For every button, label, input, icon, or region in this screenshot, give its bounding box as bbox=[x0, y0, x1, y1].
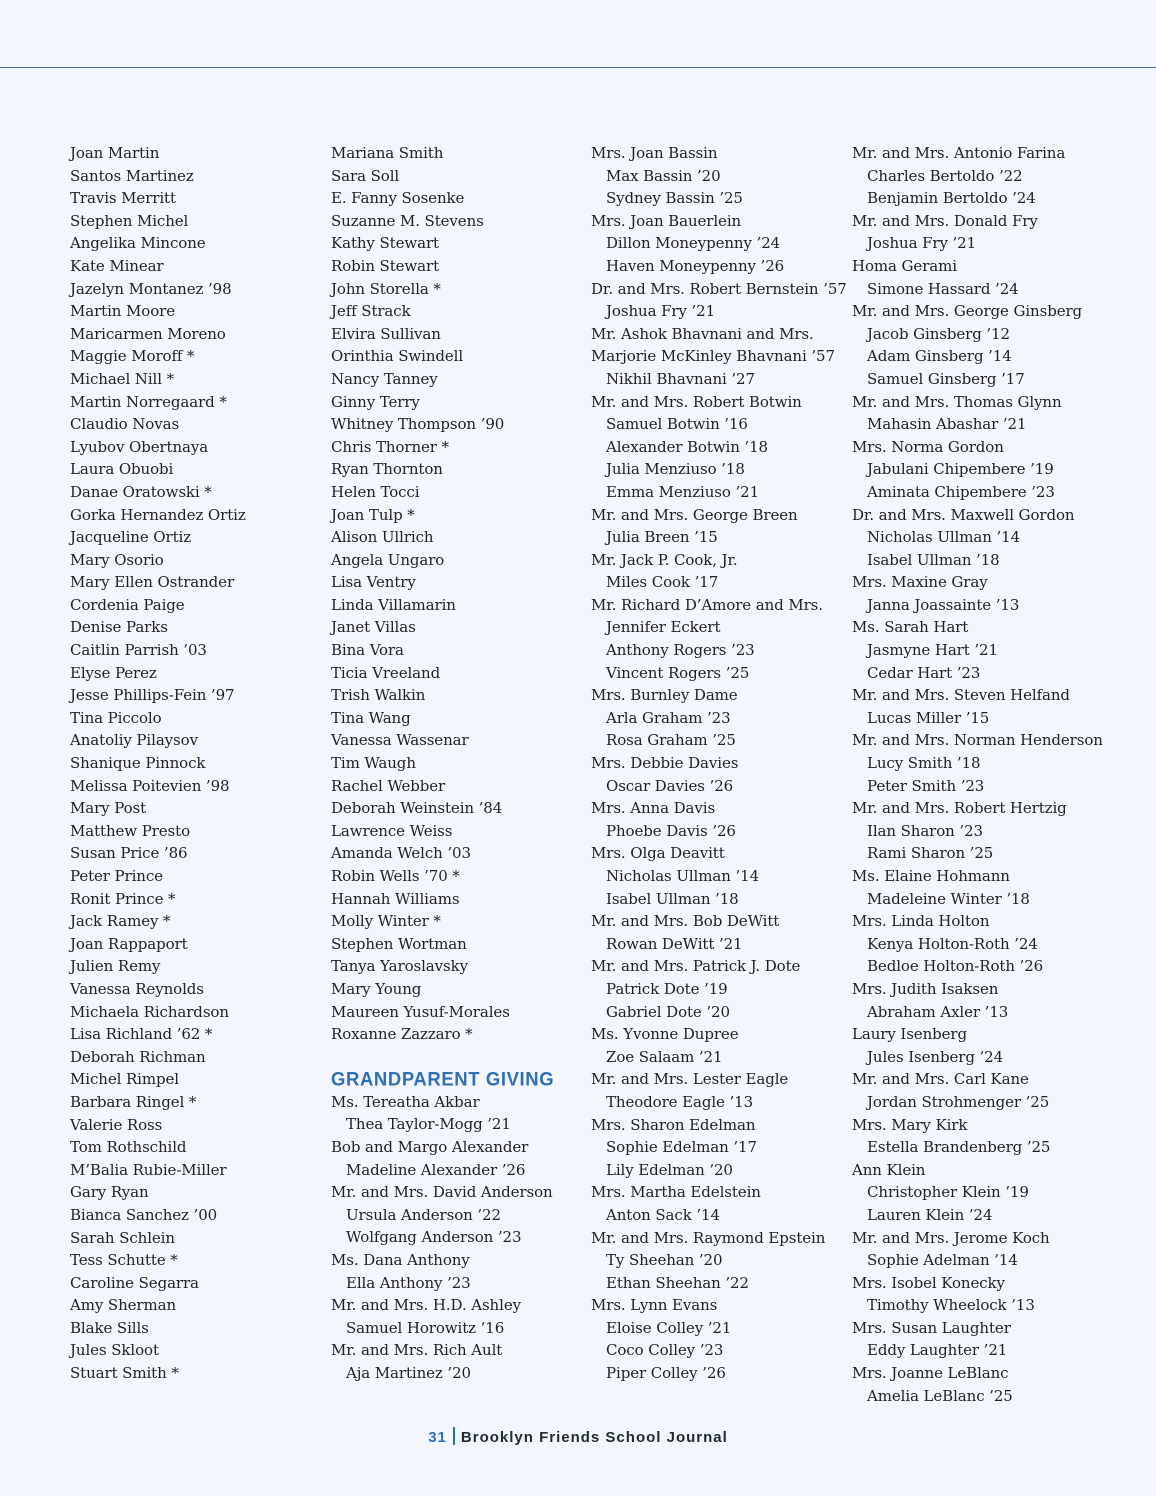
donor-name: Mr. and Mrs. Rich Ault bbox=[331, 1341, 503, 1360]
donor-name: Janet Villas bbox=[331, 618, 416, 637]
honoree-name: Thea Taylor-Mogg ’21 bbox=[346, 1115, 511, 1134]
donor-name: Mr. and Mrs. Robert Botwin bbox=[591, 392, 802, 411]
honoree-name: Rami Sharon ’25 bbox=[867, 844, 994, 863]
donor-name: Maggie Moroff * bbox=[70, 347, 195, 366]
donor-name: Ms. Elaine Hohmann bbox=[852, 867, 1010, 885]
donor-name: Mrs. Maxine Gray bbox=[852, 573, 988, 592]
honoree-name: Dillon Moneypenny ’24 bbox=[606, 234, 781, 253]
honoree-name: Isabel Ullman ’18 bbox=[867, 550, 1000, 569]
honoree-name: Eloise Colley ’21 bbox=[606, 1318, 732, 1337]
honoree-name: Cedar Hart ’23 bbox=[867, 663, 981, 682]
donor-name: Mariana Smith bbox=[331, 144, 444, 162]
donor-name: Ann Klein bbox=[852, 1160, 926, 1179]
donor-name: Alison Ullrich bbox=[331, 528, 434, 547]
donor-name: Maricarmen Moreno bbox=[70, 324, 226, 343]
donor-name: Ms. Dana Anthony bbox=[331, 1250, 470, 1269]
honoree-name: Amelia LeBlanc ’25 bbox=[867, 1386, 1013, 1405]
donor-name: Stuart Smith * bbox=[70, 1364, 179, 1383]
donor-name: Blake Sills bbox=[70, 1318, 149, 1337]
donor-name: Mrs. Lynn Evans bbox=[591, 1296, 718, 1315]
honoree-name: Ella Anthony ’23 bbox=[346, 1273, 471, 1292]
donor-name: Ticia Vreeland bbox=[331, 663, 441, 682]
donor-name: Tanya Yaroslavsky bbox=[331, 957, 468, 976]
donor-name: Mr. and Mrs. H.D. Ashley bbox=[331, 1296, 521, 1315]
donor-name: Roxanne Zazzaro * bbox=[331, 1025, 473, 1044]
donor-name: Jazelyn Montanez ’98 bbox=[70, 279, 232, 298]
donor-name: Mr. and Mrs. Norman Henderson bbox=[852, 731, 1103, 750]
donor-name: Melissa Poitevien ’98 bbox=[70, 776, 230, 795]
donor-name: Jeff Strack bbox=[331, 302, 411, 321]
donor-name: Stephen Wortman bbox=[331, 934, 467, 953]
donor-name: Gorka Hernandez Ortiz bbox=[70, 505, 246, 524]
donor-name: Mary Post bbox=[70, 799, 147, 818]
donor-name: Michael Nill * bbox=[70, 369, 174, 388]
donor-name: Michel Rimpel bbox=[70, 1070, 179, 1089]
honoree-name: Simone Hassard ’24 bbox=[867, 279, 1019, 298]
donor-name: E. Fanny Sosenke bbox=[331, 189, 465, 208]
footer-divider bbox=[453, 1427, 455, 1445]
donor-name: Elyse Perez bbox=[70, 663, 157, 682]
donor-name: Hannah Williams bbox=[331, 889, 460, 908]
honoree-name: Rowan DeWitt ’21 bbox=[606, 934, 743, 953]
donor-name: Linda Villamarin bbox=[331, 595, 456, 614]
journal-title: Brooklyn Friends School Journal bbox=[460, 1429, 728, 1446]
donor-name: Gary Ryan bbox=[70, 1183, 149, 1202]
donor-name: Caitlin Parrish ’03 bbox=[70, 641, 207, 660]
donor-name: Ms. Yvonne Dupree bbox=[591, 1025, 739, 1044]
donor-name: Orinthia Swindell bbox=[331, 347, 464, 366]
donor-name: Mr. and Mrs. Lester Eagle bbox=[591, 1070, 789, 1089]
honoree-name: Mahasin Abashar ’21 bbox=[867, 415, 1027, 434]
honoree-name: Phoebe Davis ’26 bbox=[606, 821, 736, 840]
donor-name: Susan Price ’86 bbox=[70, 844, 188, 863]
donor-name: Mr. and Mrs. George Breen bbox=[591, 505, 798, 524]
honoree-name: Julia Breen ’15 bbox=[606, 528, 718, 547]
honoree-name: Jacob Ginsberg ’12 bbox=[867, 324, 1010, 343]
honoree-name: Arla Graham ’23 bbox=[606, 708, 731, 727]
honoree-name: Ethan Sheehan ’22 bbox=[606, 1273, 749, 1292]
donor-name: Vanessa Reynolds bbox=[70, 979, 204, 998]
honoree-name: Sophie Adelman ’14 bbox=[867, 1251, 1018, 1270]
honoree-name: Nicholas Ullman ’14 bbox=[606, 867, 760, 885]
donor-name: Mary Young bbox=[331, 979, 422, 998]
donor-name: Mrs. Debbie Davies bbox=[591, 754, 739, 773]
honoree-name: Jabulani Chipembere ’19 bbox=[867, 460, 1054, 479]
donor-name: Mr. Richard D’Amore and Mrs. bbox=[591, 595, 823, 614]
donor-name: Mr. and Mrs. George Ginsberg bbox=[852, 302, 1083, 321]
donor-name: Helen Tocci bbox=[331, 482, 420, 501]
honoree-name: Lucy Smith ’18 bbox=[867, 754, 981, 773]
donor-name: Mrs. Norma Gordon bbox=[852, 437, 1004, 456]
donor-name: Sarah Schlein bbox=[70, 1228, 175, 1247]
donor-name: Molly Winter * bbox=[331, 912, 441, 931]
donor-name: Caroline Segarra bbox=[70, 1273, 199, 1292]
donor-name: Tina Wang bbox=[331, 708, 411, 727]
donor-name: Jules Skloot bbox=[70, 1341, 159, 1360]
honoree-name: Jordan Strohmenger ’25 bbox=[867, 1092, 1050, 1111]
donor-name: Sara Soll bbox=[331, 166, 400, 185]
honoree-name: Rosa Graham ’25 bbox=[606, 731, 736, 750]
donor-name: Mary Osorio bbox=[70, 550, 164, 569]
donor-name: M’Balia Rubie-Miller bbox=[70, 1160, 227, 1179]
donor-name: Mrs. Linda Holton bbox=[852, 912, 990, 931]
section-heading-grandparent-giving: GRANDPARENT GIVING bbox=[331, 1067, 555, 1090]
honoree-name: Madeline Alexander ’26 bbox=[346, 1160, 526, 1179]
honoree-name: Joshua Fry ’21 bbox=[606, 302, 716, 321]
honoree-name: Ursula Anderson ’22 bbox=[346, 1205, 501, 1224]
donor-name: Mrs. Anna Davis bbox=[591, 799, 716, 818]
donor-name: Angelika Mincone bbox=[70, 234, 206, 253]
honoree-name: Samuel Horowitz ’16 bbox=[346, 1318, 505, 1337]
donor-name: Ms. Tereatha Akbar bbox=[331, 1092, 480, 1111]
donor-name: Angela Ungaro bbox=[331, 550, 445, 569]
honoree-name: Coco Colley ’23 bbox=[606, 1341, 724, 1360]
honoree-name: Estella Brandenberg ’25 bbox=[867, 1138, 1051, 1157]
honoree-name: Sophie Edelman ’17 bbox=[606, 1138, 757, 1157]
donor-column-4 bbox=[852, 142, 1107, 1407]
donor-name: Cordenia Paige bbox=[70, 595, 185, 614]
honoree-name: Max Bassin ’20 bbox=[606, 166, 721, 185]
donor-name: Mrs. Joan Bassin bbox=[591, 144, 718, 162]
honoree-name: Theodore Eagle ’13 bbox=[606, 1092, 754, 1111]
honoree-name: Benjamin Bertoldo ’24 bbox=[867, 189, 1036, 208]
donor-name: Tina Piccolo bbox=[70, 708, 162, 727]
donor-name: Elvira Sullivan bbox=[331, 324, 441, 343]
honoree-name: Jasmyne Hart ’21 bbox=[867, 641, 998, 660]
donor-name: Claudio Novas bbox=[70, 415, 180, 434]
donor-name: Lyubov Obertnaya bbox=[70, 437, 209, 456]
donor-name: Trish Walkin bbox=[331, 686, 426, 705]
honoree-name: Piper Colley ’26 bbox=[606, 1364, 726, 1383]
honoree-name: Adam Ginsberg ’14 bbox=[867, 347, 1012, 366]
donor-name: Robin Stewart bbox=[331, 256, 440, 275]
donor-name: Joan Tulp * bbox=[331, 505, 415, 524]
donor-name: Mrs. Olga Deavitt bbox=[591, 844, 725, 863]
donor-column-1 bbox=[70, 142, 325, 1385]
donor-name: Barbara Ringel * bbox=[70, 1092, 197, 1111]
donor-name: Jack Ramey * bbox=[70, 912, 171, 931]
honoree-name: Patrick Dote ’19 bbox=[606, 979, 728, 998]
donor-name: Mrs. Martha Edelstein bbox=[591, 1183, 761, 1202]
donor-name: Ronit Prince * bbox=[70, 889, 176, 908]
donor-name: Vanessa Wassenar bbox=[331, 731, 469, 750]
donor-name: Valerie Ross bbox=[70, 1115, 163, 1134]
donor-name: Maureen Yusuf-Morales bbox=[331, 1002, 510, 1021]
donor-name: Mr. and Mrs. Jerome Koch bbox=[852, 1228, 1050, 1247]
honoree-name: Jennifer Eckert bbox=[606, 618, 721, 637]
donor-name: Mr. and Mrs. Patrick J. Dote bbox=[591, 957, 801, 976]
donor-name: Lawrence Weiss bbox=[331, 821, 453, 840]
donor-name: Deborah Richman bbox=[70, 1047, 206, 1066]
donor-name: Julien Remy bbox=[70, 957, 161, 976]
honoree-name: Julia Menziuso ’18 bbox=[606, 460, 745, 479]
donor-name: Jacqueline Ortiz bbox=[70, 528, 191, 547]
donor-name: Amanda Welch ’03 bbox=[331, 844, 471, 863]
donor-name: Mr. and Mrs. David Anderson bbox=[331, 1183, 553, 1202]
donor-name: Joan Martin bbox=[70, 144, 160, 162]
honoree-name: Haven Moneypenny ’26 bbox=[606, 256, 785, 275]
donor-name: Amy Sherman bbox=[70, 1296, 177, 1315]
honoree-name: Vincent Rogers ’25 bbox=[606, 663, 750, 682]
honoree-name: Joshua Fry ’21 bbox=[867, 234, 977, 253]
donor-name: Martin Norregaard * bbox=[70, 392, 227, 411]
page-footer bbox=[0, 1427, 1156, 1446]
donor-name: Tess Schutte * bbox=[70, 1251, 178, 1270]
grandparent-list bbox=[331, 1091, 586, 1385]
donor-name: Mr. and Mrs. Bob DeWitt bbox=[591, 912, 780, 931]
donor-name: Lisa Richland ’62 * bbox=[70, 1025, 213, 1044]
honoree-name: Eddy Laughter ’21 bbox=[867, 1341, 1008, 1360]
donor-name: Homa Gerami bbox=[852, 256, 957, 275]
donor-column-2 bbox=[331, 142, 586, 1384]
donor-name: Mr. and Mrs. Thomas Glynn bbox=[852, 392, 1062, 411]
donor-name: Anatoliy Pilaysov bbox=[70, 731, 198, 750]
donor-name: Tom Rothschild bbox=[70, 1138, 187, 1157]
donor-name: Mrs. Joanne LeBlanc bbox=[852, 1364, 1009, 1383]
donor-name: Dr. and Mrs. Maxwell Gordon bbox=[852, 505, 1075, 524]
donor-name: Martin Moore bbox=[70, 302, 175, 321]
donor-name: Dr. and Mrs. Robert Bernstein ’57 bbox=[591, 279, 847, 298]
honoree-name: Abraham Axler ’13 bbox=[867, 1002, 1009, 1021]
honoree-name: Janna Joassainte ’13 bbox=[867, 595, 1020, 614]
honoree-name: Christopher Klein ’19 bbox=[867, 1183, 1029, 1202]
honoree-name: Charles Bertoldo ’22 bbox=[867, 166, 1023, 185]
donor-name: Travis Merritt bbox=[70, 189, 176, 208]
donor-list bbox=[331, 142, 586, 1046]
donor-name: Chris Thorner * bbox=[331, 437, 449, 456]
donor-name: Robin Wells ’70 * bbox=[331, 867, 460, 885]
donor-name: Mrs. Burnley Dame bbox=[591, 686, 738, 705]
honoree-name: Kenya Holton-Roth ’24 bbox=[867, 934, 1038, 953]
donor-name: Bianca Sanchez ’00 bbox=[70, 1205, 218, 1224]
donor-name: Tim Waugh bbox=[331, 754, 416, 773]
honoree-name: Gabriel Dote ’20 bbox=[606, 1002, 730, 1021]
donor-name: Laury Isenberg bbox=[852, 1025, 967, 1044]
donor-name: Ginny Terry bbox=[331, 392, 420, 411]
donor-name: Stephen Michel bbox=[70, 211, 189, 230]
honoree-name: Ty Sheehan ’20 bbox=[606, 1251, 723, 1270]
honoree-name: Oscar Davies ’26 bbox=[606, 776, 734, 795]
donor-name: Michaela Richardson bbox=[70, 1002, 229, 1021]
donor-name: Rachel Webber bbox=[331, 776, 446, 795]
donor-name: Joan Rappaport bbox=[70, 934, 188, 953]
donor-name: Mrs. Mary Kirk bbox=[852, 1115, 968, 1134]
honoree-name: Alexander Botwin ’18 bbox=[606, 437, 768, 456]
donor-name: Peter Prince bbox=[70, 867, 163, 885]
honoree-name: Madeleine Winter ’18 bbox=[867, 889, 1030, 908]
honoree-name: Sydney Bassin ’25 bbox=[606, 189, 743, 208]
honoree-name: Wolfgang Anderson ’23 bbox=[346, 1228, 522, 1247]
honoree-name: Ilan Sharon ’23 bbox=[867, 821, 983, 840]
donor-name: Mr. and Mrs. Steven Helfand bbox=[852, 686, 1070, 705]
donor-name: Kate Minear bbox=[70, 256, 164, 275]
donor-name: Mrs. Isobel Konecky bbox=[852, 1273, 1005, 1292]
honoree-name: Anthony Rogers ’23 bbox=[606, 641, 755, 660]
donor-name: Mr. and Mrs. Raymond Epstein bbox=[591, 1228, 826, 1247]
donor-name: Mr. and Mrs. Antonio Farina bbox=[852, 144, 1066, 162]
honoree-name: Nikhil Bhavnani ’27 bbox=[606, 369, 755, 388]
donor-column-3 bbox=[591, 142, 846, 1385]
donor-name: Deborah Weinstein ’84 bbox=[331, 799, 503, 818]
honoree-name: Jules Isenberg ’24 bbox=[867, 1047, 1004, 1066]
honoree-name: Anton Sack ’14 bbox=[606, 1205, 720, 1224]
donor-name: Bob and Margo Alexander bbox=[331, 1137, 529, 1156]
honoree-name: Isabel Ullman ’18 bbox=[606, 889, 739, 908]
header-rule bbox=[0, 67, 1156, 68]
donor-name: Mrs. Susan Laughter bbox=[852, 1318, 1011, 1337]
donor-name: Danae Oratowski * bbox=[70, 482, 212, 501]
donor-name: Ryan Thornton bbox=[331, 460, 443, 479]
donor-name: Matthew Presto bbox=[70, 821, 190, 840]
donor-name: Whitney Thompson ’90 bbox=[331, 415, 505, 434]
honoree-name: Lucas Miller ’15 bbox=[867, 708, 990, 727]
donor-name: Mr. and Mrs. Donald Fry bbox=[852, 211, 1038, 230]
page-number: 31 bbox=[428, 1429, 447, 1446]
donor-name: Lisa Ventry bbox=[331, 573, 416, 592]
donor-name: Jesse Phillips-Fein ’97 bbox=[70, 686, 235, 705]
donor-name: Nancy Tanney bbox=[331, 369, 438, 388]
honoree-name: Nicholas Ullman ’14 bbox=[867, 528, 1021, 547]
donor-name: Ms. Sarah Hart bbox=[852, 618, 969, 637]
donor-name: Shanique Pinnock bbox=[70, 754, 206, 773]
honoree-name: Emma Menziuso ’21 bbox=[606, 482, 760, 501]
donor-name: Marjorie McKinley Bhavnani ’57 bbox=[591, 347, 835, 366]
honoree-name: Aja Martinez ’20 bbox=[346, 1363, 471, 1382]
donor-name: Denise Parks bbox=[70, 618, 168, 637]
donor-name: Mr. and Mrs. Robert Hertzig bbox=[852, 799, 1067, 818]
donor-name: Mr. Jack P. Cook, Jr. bbox=[591, 550, 738, 569]
honoree-name: Lily Edelman ’20 bbox=[606, 1160, 733, 1179]
donor-name: Mrs. Sharon Edelman bbox=[591, 1115, 756, 1134]
donor-name: Santos Martinez bbox=[70, 166, 194, 185]
donor-name: Mr. Ashok Bhavnani and Mrs. bbox=[591, 324, 814, 343]
honoree-name: Miles Cook ’17 bbox=[606, 573, 719, 592]
donor-name: Laura Obuobi bbox=[70, 460, 174, 479]
honoree-name: Zoe Salaam ’21 bbox=[606, 1047, 723, 1066]
honoree-name: Samuel Ginsberg ’17 bbox=[867, 369, 1025, 388]
honoree-name: Peter Smith ’23 bbox=[867, 776, 985, 795]
donor-name: Bina Vora bbox=[331, 641, 404, 660]
honoree-name: Aminata Chipembere ’23 bbox=[867, 482, 1055, 501]
honoree-name: Samuel Botwin ’16 bbox=[606, 415, 748, 434]
honoree-name: Bedloe Holton-Roth ’26 bbox=[867, 957, 1044, 976]
honoree-name: Lauren Klein ’24 bbox=[867, 1205, 993, 1224]
donor-name: Mrs. Joan Bauerlein bbox=[591, 211, 742, 230]
donor-name: Kathy Stewart bbox=[331, 234, 439, 253]
donor-name: John Storella * bbox=[331, 279, 441, 298]
donor-name: Mrs. Judith Isaksen bbox=[852, 979, 999, 998]
donor-name: Mary Ellen Ostrander bbox=[70, 573, 235, 592]
donor-name: Mr. and Mrs. Carl Kane bbox=[852, 1070, 1029, 1089]
donor-name: Suzanne M. Stevens bbox=[331, 211, 484, 230]
honoree-name: Timothy Wheelock ’13 bbox=[867, 1296, 1035, 1315]
